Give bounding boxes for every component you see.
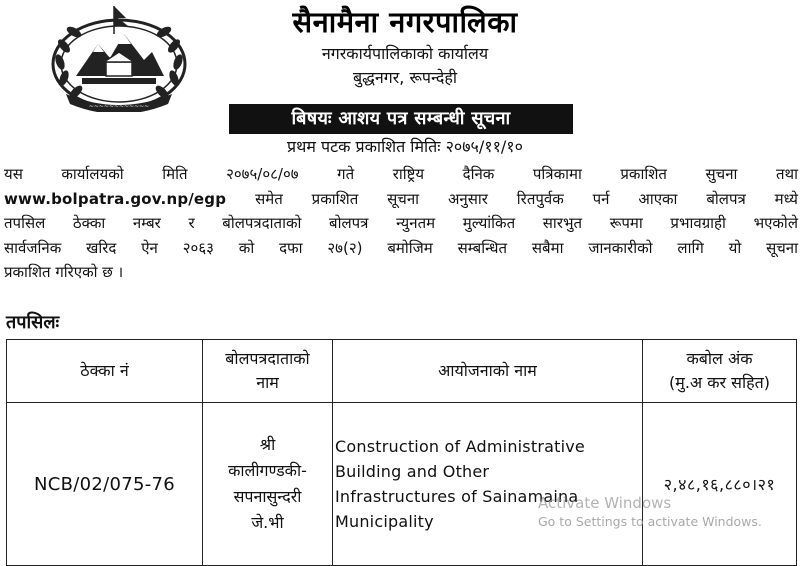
body-line-5: प्रकाशित गरिएको छ । bbox=[4, 263, 124, 281]
cell-bidder bbox=[203, 403, 333, 566]
title-block bbox=[200, 4, 610, 89]
body-line-1: यस कार्यालयको मिति २०७५/०८/०७ गते राष्ट्रिय दैनिक पत्रिकामा प्रकाशित सुचना तथा bbox=[4, 165, 798, 183]
header-bidder-line-1: बोलपत्रदाताको bbox=[225, 349, 310, 368]
project-line-1: Construction of Administrative bbox=[335, 437, 585, 456]
bidder-line-3: सपनासुन्दरी bbox=[233, 487, 302, 506]
table-row bbox=[7, 403, 797, 566]
municipality-title: सैनामैना नगरपालिका bbox=[292, 5, 518, 39]
cell-contract-no: NCB/02/075-76 bbox=[7, 403, 203, 566]
notice-header bbox=[0, 0, 802, 162]
bid-schedule-table bbox=[6, 339, 797, 566]
project-line-4: Municipality bbox=[335, 512, 434, 531]
body-line-3: तपसिल ठेक्का नम्बर र बोलपत्रदाताको बोलपत्र न्युनतम मुल्यांकित सारभुत रूपमा प्रभावग्राही भएकोले bbox=[4, 214, 798, 232]
schedule-heading: तपसिलः bbox=[6, 312, 60, 333]
bolpatra-url-link[interactable]: www.bolpatra.gov.np/egp bbox=[4, 189, 227, 208]
bidder-line-4: जे.भी bbox=[251, 513, 284, 532]
header-amount-line-1: कबोल अंक bbox=[686, 349, 753, 368]
header-bidder bbox=[203, 340, 333, 403]
bidder-line-1: श्री bbox=[259, 435, 276, 454]
project-line-2: Building and Other bbox=[335, 462, 490, 481]
subject-banner: बिषयः आशय पत्र सम्बन्धी सूचना bbox=[229, 104, 573, 134]
header-project bbox=[333, 340, 643, 403]
body-line-2 bbox=[4, 187, 798, 212]
bidder-line-2: कालीगण्डकी- bbox=[228, 461, 307, 480]
watermark-subtitle: Go to Settings to activate Windows. bbox=[538, 514, 762, 529]
svg-text:~~~~~~~~~~~~: ~~~~~~~~~~~~ bbox=[88, 103, 150, 110]
publish-date: प्रथम पटक प्रकाशित मितिः २०७५/११/१० bbox=[287, 137, 523, 156]
office-subtitle: नगरकार्यपालिकाको कार्यालय bbox=[321, 44, 489, 63]
header-contract-no-label: ठेक्का नं bbox=[80, 361, 129, 380]
cell-project bbox=[333, 403, 643, 566]
municipality-emblem-icon bbox=[48, 4, 190, 112]
body-line-2-rest: समेत प्रकाशित सूचना अनुसार रितपुर्वक पर्न आएका बोलपत्र मध्ये bbox=[226, 189, 798, 208]
header-project-label: आयोजनाको नाम bbox=[438, 361, 537, 380]
header-contract-no bbox=[7, 340, 203, 403]
header-amount bbox=[643, 340, 797, 403]
body-line-4: सार्वजनिक खरिद ऐन २०६३ को दफा २७(२) बमोजिम सम्बन्धित सबैमा जानकारीको लागि यो सूचना bbox=[4, 238, 798, 257]
header-bidder-line-2: नाम bbox=[256, 373, 279, 392]
office-address: बुद्धनगर, रूपन्देही bbox=[352, 68, 458, 87]
cell-amount: २,४८,१६,८८०।२१ bbox=[643, 403, 797, 566]
header-amount-line-2: (मु.अ कर सहित) bbox=[669, 373, 770, 392]
watermark-title: Activate Windows bbox=[538, 494, 672, 512]
table-header-row bbox=[7, 340, 797, 403]
project-line-3: Infrastructures of Sainamaina bbox=[335, 487, 579, 506]
notice-body bbox=[4, 162, 798, 285]
